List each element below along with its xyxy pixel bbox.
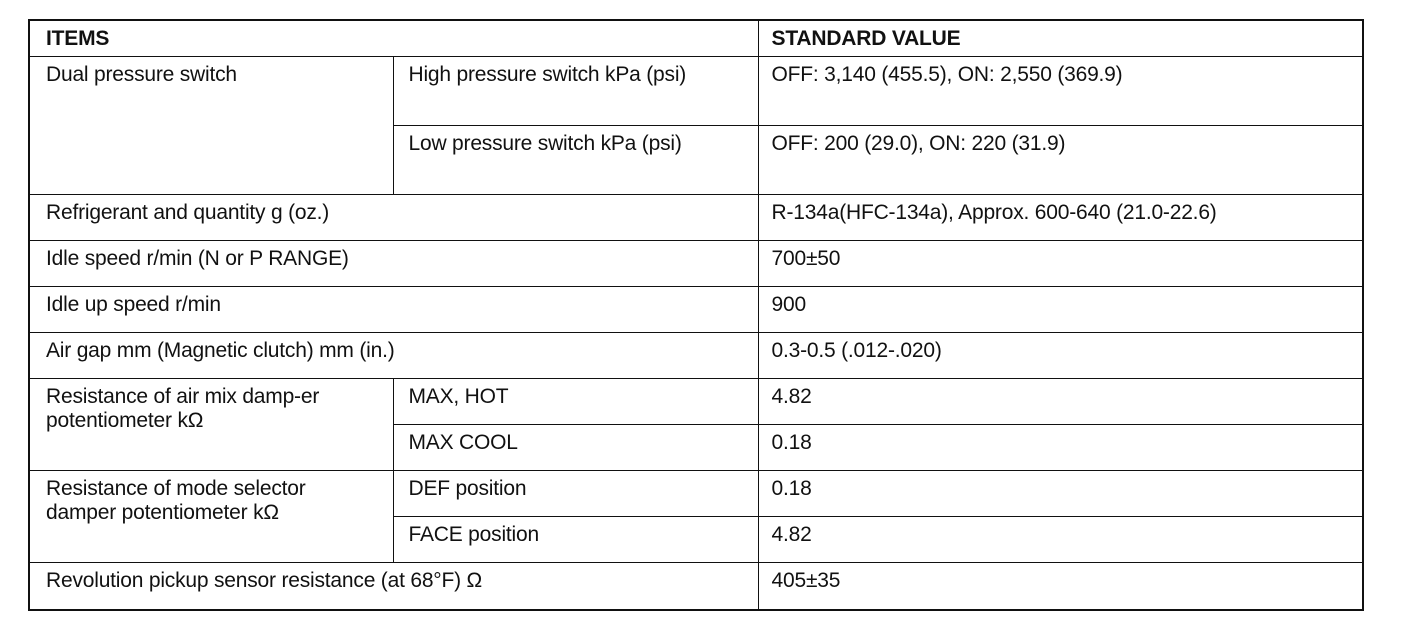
refrigerant-label: Refrigerant and quantity g (oz.) [29, 195, 758, 241]
standard-value-header: STANDARD VALUE [758, 20, 1363, 57]
def-position-value: 0.18 [758, 471, 1363, 517]
revolution-pickup-label: Revolution pickup sensor resistance (at 68°F) Ω [29, 563, 758, 611]
low-pressure-switch-label: Low pressure switch kPa (psi) [393, 126, 758, 195]
refrigerant-value: R-134a(HFC-134a), Approx. 600-640 (21.0-22.6) [758, 195, 1363, 241]
table-row [29, 563, 1363, 611]
standard-value-table [28, 19, 1364, 611]
low-pressure-switch-value: OFF: 200 (29.0), ON: 220 (31.9) [758, 126, 1363, 195]
table-row [29, 57, 1363, 126]
table-row [29, 287, 1363, 333]
table-row [29, 471, 1363, 517]
high-pressure-switch-value: OFF: 3,140 (455.5), ON: 2,550 (369.9) [758, 57, 1363, 126]
air-gap-value: 0.3-0.5 (.012-.020) [758, 333, 1363, 379]
air-gap-label: Air gap mm (Magnetic clutch) mm (in.) [29, 333, 758, 379]
table-row [29, 241, 1363, 287]
table-row [29, 195, 1363, 241]
items-header: ITEMS [29, 20, 758, 57]
def-position-label: DEF position [393, 471, 758, 517]
mode-selector-damper-label: Resistance of mode selector damper potentiometer kΩ [29, 471, 393, 563]
max-hot-label: MAX, HOT [393, 379, 758, 425]
face-position-value: 4.82 [758, 517, 1363, 563]
air-mix-damper-label: Resistance of air mix damp-er potentiometer kΩ [29, 379, 393, 471]
table-row [29, 379, 1363, 425]
dual-pressure-switch-label: Dual pressure switch [29, 57, 393, 195]
revolution-pickup-value: 405±35 [758, 563, 1363, 611]
face-position-label: FACE position [393, 517, 758, 563]
max-cool-value: 0.18 [758, 425, 1363, 471]
idle-speed-label: Idle speed r/min (N or P RANGE) [29, 241, 758, 287]
idle-speed-value: 700±50 [758, 241, 1363, 287]
high-pressure-switch-label: High pressure switch kPa (psi) [393, 57, 758, 126]
idle-up-speed-value: 900 [758, 287, 1363, 333]
max-hot-value: 4.82 [758, 379, 1363, 425]
table-header-row [29, 20, 1363, 57]
idle-up-speed-label: Idle up speed r/min [29, 287, 758, 333]
max-cool-label: MAX COOL [393, 425, 758, 471]
table-row [29, 333, 1363, 379]
